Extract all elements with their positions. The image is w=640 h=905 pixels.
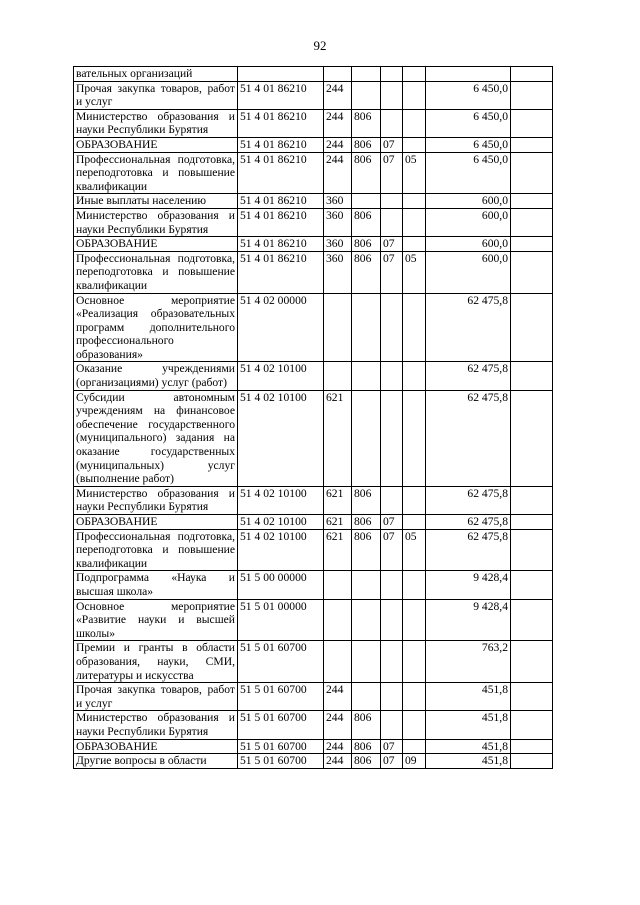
cell-gr: 806 [352,237,381,252]
cell-code: 51 4 01 86210 [238,109,324,137]
cell-code: 51 4 02 10100 [238,515,324,530]
cell-vr [324,293,352,362]
table-row [74,486,553,514]
cell-name: Основное мероприятие «Развитие науки и высшей школы» [74,599,238,641]
cell-vr [324,362,352,390]
cell-name: Прочая закупка товаров, работ и услуг [74,683,238,711]
cell-pr [403,739,426,754]
cell-name: Иные выплаты населению [74,194,238,209]
cell-pr [403,641,426,683]
cell-vr: 244 [324,152,352,194]
cell-pr [403,599,426,641]
cell-pr [403,237,426,252]
cell-empty [511,293,553,362]
cell-name: Прочая закупка товаров, работ и услуг [74,81,238,109]
cell-empty [511,237,553,252]
cell-name: Другие вопросы в области [74,754,238,769]
cell-name: Подпрограмма «Наука и высшая школа» [74,571,238,599]
cell-sum: 62 475,8 [426,486,511,514]
table-row [74,67,553,82]
cell-gr: 806 [352,739,381,754]
cell-gr: 806 [352,208,381,236]
cell-gr: 806 [352,529,381,571]
cell-pr [403,208,426,236]
cell-vr: 244 [324,754,352,769]
cell-rz [381,571,403,599]
table-row [74,529,553,571]
table-row [74,152,553,194]
cell-gr [352,194,381,209]
cell-pr: 05 [403,251,426,293]
table-row [74,739,553,754]
cell-empty [511,683,553,711]
cell-rz: 07 [381,529,403,571]
cell-sum: 62 475,8 [426,293,511,362]
cell-name: Премии и гранты в области образования, науки, СМИ, литературы и искусства [74,641,238,683]
cell-empty [511,152,553,194]
cell-code: 51 5 01 60700 [238,711,324,739]
table-row [74,194,553,209]
cell-pr [403,571,426,599]
cell-pr: 05 [403,529,426,571]
cell-name: ОБРАЗОВАНИЕ [74,137,238,152]
cell-code: 51 4 01 86210 [238,137,324,152]
cell-empty [511,81,553,109]
cell-sum: 62 475,8 [426,515,511,530]
cell-vr: 360 [324,208,352,236]
cell-gr: 806 [352,109,381,137]
cell-rz: 07 [381,251,403,293]
cell-code: 51 4 01 86210 [238,152,324,194]
cell-rz [381,208,403,236]
cell-pr [403,293,426,362]
cell-gr [352,362,381,390]
cell-pr [403,711,426,739]
cell-rz: 07 [381,137,403,152]
cell-name: ОБРАЗОВАНИЕ [74,237,238,252]
cell-vr: 360 [324,237,352,252]
cell-pr [403,486,426,514]
cell-empty [511,515,553,530]
cell-vr: 360 [324,251,352,293]
cell-sum: 62 475,8 [426,362,511,390]
cell-sum: 600,0 [426,194,511,209]
table-row [74,109,553,137]
cell-rz [381,641,403,683]
cell-rz [381,486,403,514]
cell-empty [511,711,553,739]
cell-code: 51 4 01 86210 [238,81,324,109]
cell-name: ОБРАЗОВАНИЕ [74,739,238,754]
cell-gr: 806 [352,754,381,769]
cell-code [238,67,324,82]
cell-vr: 621 [324,515,352,530]
cell-empty [511,754,553,769]
cell-sum: 6 450,0 [426,137,511,152]
cell-sum: 62 475,8 [426,529,511,571]
cell-rz [381,67,403,82]
cell-empty [511,194,553,209]
cell-name: Министерство образования и науки Республики Бурятия [74,109,238,137]
page-number: 92 [313,38,327,53]
cell-gr [352,599,381,641]
cell-pr: 05 [403,152,426,194]
cell-name: Основное мероприятие «Реализация образовательных программ дополнительного профессионального образования» [74,293,238,362]
cell-gr [352,390,381,486]
cell-rz: 07 [381,754,403,769]
cell-rz [381,683,403,711]
cell-name: Профессиональная подготовка, переподготовка и повышение квалификации [74,251,238,293]
table-row [74,251,553,293]
table-row [74,293,553,362]
cell-pr [403,67,426,82]
table-row [74,571,553,599]
table-row [74,683,553,711]
cell-sum: 6 450,0 [426,109,511,137]
cell-code: 51 5 01 60700 [238,754,324,769]
cell-rz: 07 [381,237,403,252]
cell-pr: 09 [403,754,426,769]
cell-empty [511,137,553,152]
cell-name: Министерство образования и науки Республики Бурятия [74,486,238,514]
table-row [74,754,553,769]
cell-pr [403,683,426,711]
cell-vr: 244 [324,109,352,137]
table-row [74,362,553,390]
cell-code: 51 5 01 00000 [238,599,324,641]
cell-vr: 360 [324,194,352,209]
cell-empty [511,390,553,486]
cell-gr [352,641,381,683]
cell-vr: 244 [324,711,352,739]
cell-sum: 451,8 [426,754,511,769]
cell-gr [352,571,381,599]
cell-sum: 451,8 [426,739,511,754]
cell-pr [403,109,426,137]
cell-empty [511,251,553,293]
table-row [74,237,553,252]
cell-code: 51 4 02 10100 [238,486,324,514]
cell-name: Министерство образования и науки Республики Бурятия [74,711,238,739]
cell-name: Министерство образования и науки Республики Бурятия [74,208,238,236]
cell-gr [352,293,381,362]
cell-vr [324,599,352,641]
cell-empty [511,571,553,599]
cell-name: Профессиональная подготовка, переподготовка и повышение квалификации [74,529,238,571]
cell-vr: 621 [324,529,352,571]
cell-sum: 9 428,4 [426,571,511,599]
budget-table [73,66,553,769]
cell-sum: 9 428,4 [426,599,511,641]
cell-gr: 806 [352,486,381,514]
table-row [74,599,553,641]
cell-gr [352,81,381,109]
table-row [74,515,553,530]
cell-empty [511,109,553,137]
cell-code: 51 4 01 86210 [238,237,324,252]
cell-sum: 600,0 [426,208,511,236]
cell-sum [426,67,511,82]
cell-code: 51 4 01 86210 [238,194,324,209]
cell-empty [511,529,553,571]
cell-empty [511,641,553,683]
cell-sum: 451,8 [426,683,511,711]
table-row [74,137,553,152]
cell-gr: 806 [352,515,381,530]
table-row [74,390,553,486]
table-row [74,711,553,739]
cell-code: 51 4 02 10100 [238,390,324,486]
cell-code: 51 5 01 60700 [238,641,324,683]
cell-vr [324,571,352,599]
cell-rz [381,711,403,739]
cell-sum: 600,0 [426,237,511,252]
cell-vr [324,67,352,82]
cell-name: ОБРАЗОВАНИЕ [74,515,238,530]
cell-pr [403,81,426,109]
cell-rz: 07 [381,515,403,530]
cell-pr [403,362,426,390]
cell-name: Субсидии автономным учреждениям на финансовое обеспечение государственного (муниципального) задания на оказание государственных (муниципальных) услуг (выполнение работ) [74,390,238,486]
cell-code: 51 4 02 10100 [238,529,324,571]
cell-code: 51 4 01 86210 [238,208,324,236]
cell-rz [381,599,403,641]
cell-rz [381,81,403,109]
cell-rz: 07 [381,152,403,194]
cell-empty [511,67,553,82]
cell-gr: 806 [352,251,381,293]
cell-code: 51 5 01 60700 [238,683,324,711]
cell-sum: 600,0 [426,251,511,293]
cell-gr [352,683,381,711]
cell-gr: 806 [352,137,381,152]
table-row [74,641,553,683]
cell-code: 51 4 02 10100 [238,362,324,390]
cell-rz [381,362,403,390]
cell-pr [403,194,426,209]
cell-rz [381,194,403,209]
cell-rz [381,293,403,362]
cell-rz [381,390,403,486]
cell-name: вательных организаций [74,67,238,82]
cell-vr [324,641,352,683]
cell-sum: 62 475,8 [426,390,511,486]
cell-empty [511,362,553,390]
cell-empty [511,739,553,754]
cell-vr: 244 [324,683,352,711]
cell-sum: 451,8 [426,711,511,739]
cell-sum: 6 450,0 [426,152,511,194]
table-row [74,208,553,236]
cell-sum: 6 450,0 [426,81,511,109]
cell-rz [381,109,403,137]
cell-pr [403,137,426,152]
cell-vr: 621 [324,390,352,486]
cell-gr: 806 [352,711,381,739]
cell-empty [511,208,553,236]
table-row [74,81,553,109]
cell-vr: 244 [324,739,352,754]
cell-sum: 763,2 [426,641,511,683]
cell-rz: 07 [381,739,403,754]
cell-name: Оказание учреждениями (организациями) услуг (работ) [74,362,238,390]
cell-code: 51 4 02 00000 [238,293,324,362]
cell-name: Профессиональная подготовка, переподготовка и повышение квалификации [74,152,238,194]
cell-gr: 806 [352,152,381,194]
cell-pr [403,515,426,530]
cell-code: 51 4 01 86210 [238,251,324,293]
cell-pr [403,390,426,486]
cell-vr: 244 [324,81,352,109]
cell-code: 51 5 00 00000 [238,571,324,599]
cell-empty [511,599,553,641]
cell-gr [352,67,381,82]
cell-vr: 621 [324,486,352,514]
cell-vr: 244 [324,137,352,152]
cell-code: 51 5 01 60700 [238,739,324,754]
cell-empty [511,486,553,514]
